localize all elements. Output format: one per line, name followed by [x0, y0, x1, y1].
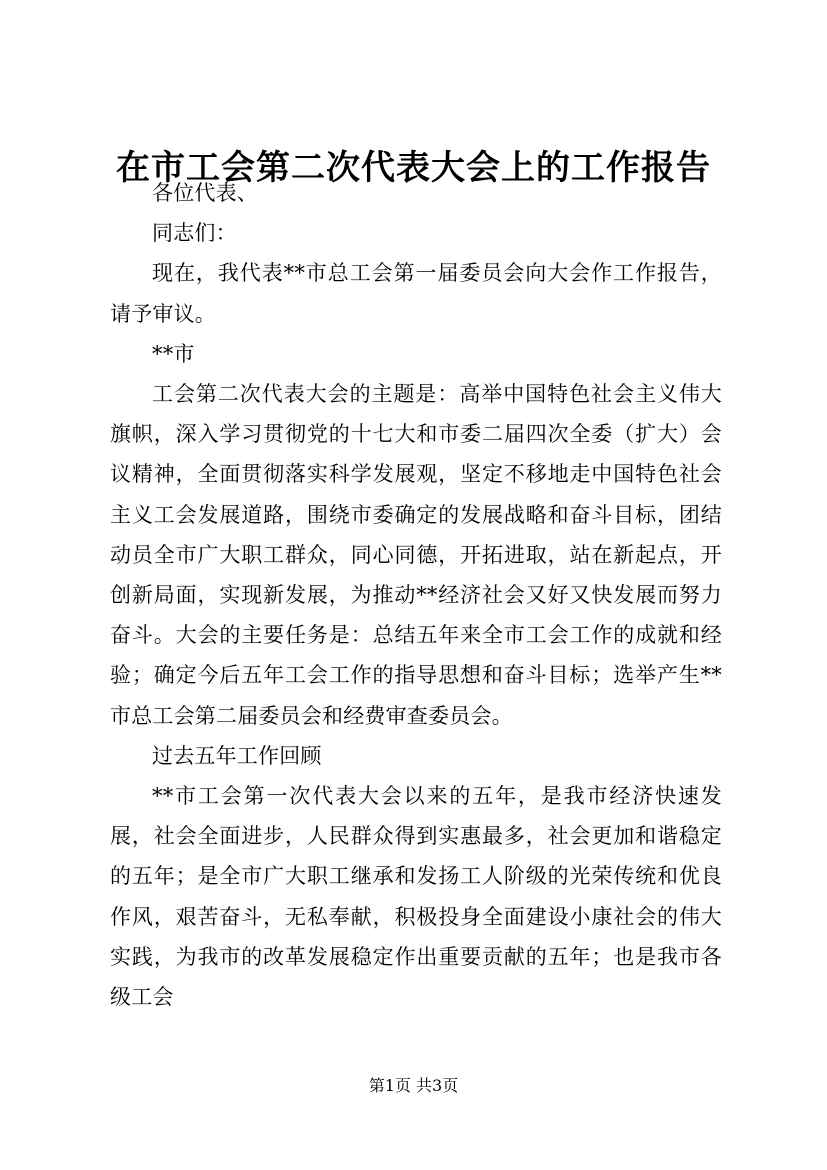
page-number-footer: 第1页 共3页 — [368, 1076, 459, 1095]
paragraph-intro: 现在，我代表**市总工会第一届委员会向大会作工作报告，请予审议。 — [110, 261, 722, 326]
document-body — [110, 173, 722, 1017]
greeting-line-1: 各位代表、 — [152, 181, 258, 205]
paragraph-theme: 工会第二次代表大会的主题是：高举中国特色社会主义伟大旗帜，深入学习贯彻党的十七大和市委二届四次全委（扩大）会议精神，全面贯彻落实科学发展观，坚定不移地走中国特色社会主义工会发展道路，围绕市委确定的发展战略和奋斗目标，团结动员全市广大职工群众，同心同德，开拓进取，站在新起点，开创新局面，实现新发展，为推动**经济社会又好又快发展而努力奋斗。大会的主要任务是：总结五年来全市工会工作的成就和经验；确定今后五年工会工作的指导思想和奋斗目标；选举产生**市总工会第二届委员会和经费审查委员会。 — [110, 382, 722, 728]
document-title: 在市工会第二次代表大会上的工作报告 — [116, 148, 711, 188]
greeting-line-2: 同志们： — [152, 221, 237, 246]
paragraph-review: **市工会第一次代表大会以来的五年，是我市经济快速发展，社会全面进步，人民群众得到实惠最多，社会更加和谐稳定的五年；是全市广大职工继承和发扬工人阶级的光荣传统和优良作风，艰苦奋斗，无私奉献，积极投身全面建设小康社会的伟大实践，为我市的改革发展稳定作出重要贡献的五年；也是我市各级工会 — [110, 784, 722, 1010]
paragraph-city-label: **市 — [152, 341, 195, 366]
section-heading-review: 过去五年工作回顾 — [152, 743, 322, 768]
